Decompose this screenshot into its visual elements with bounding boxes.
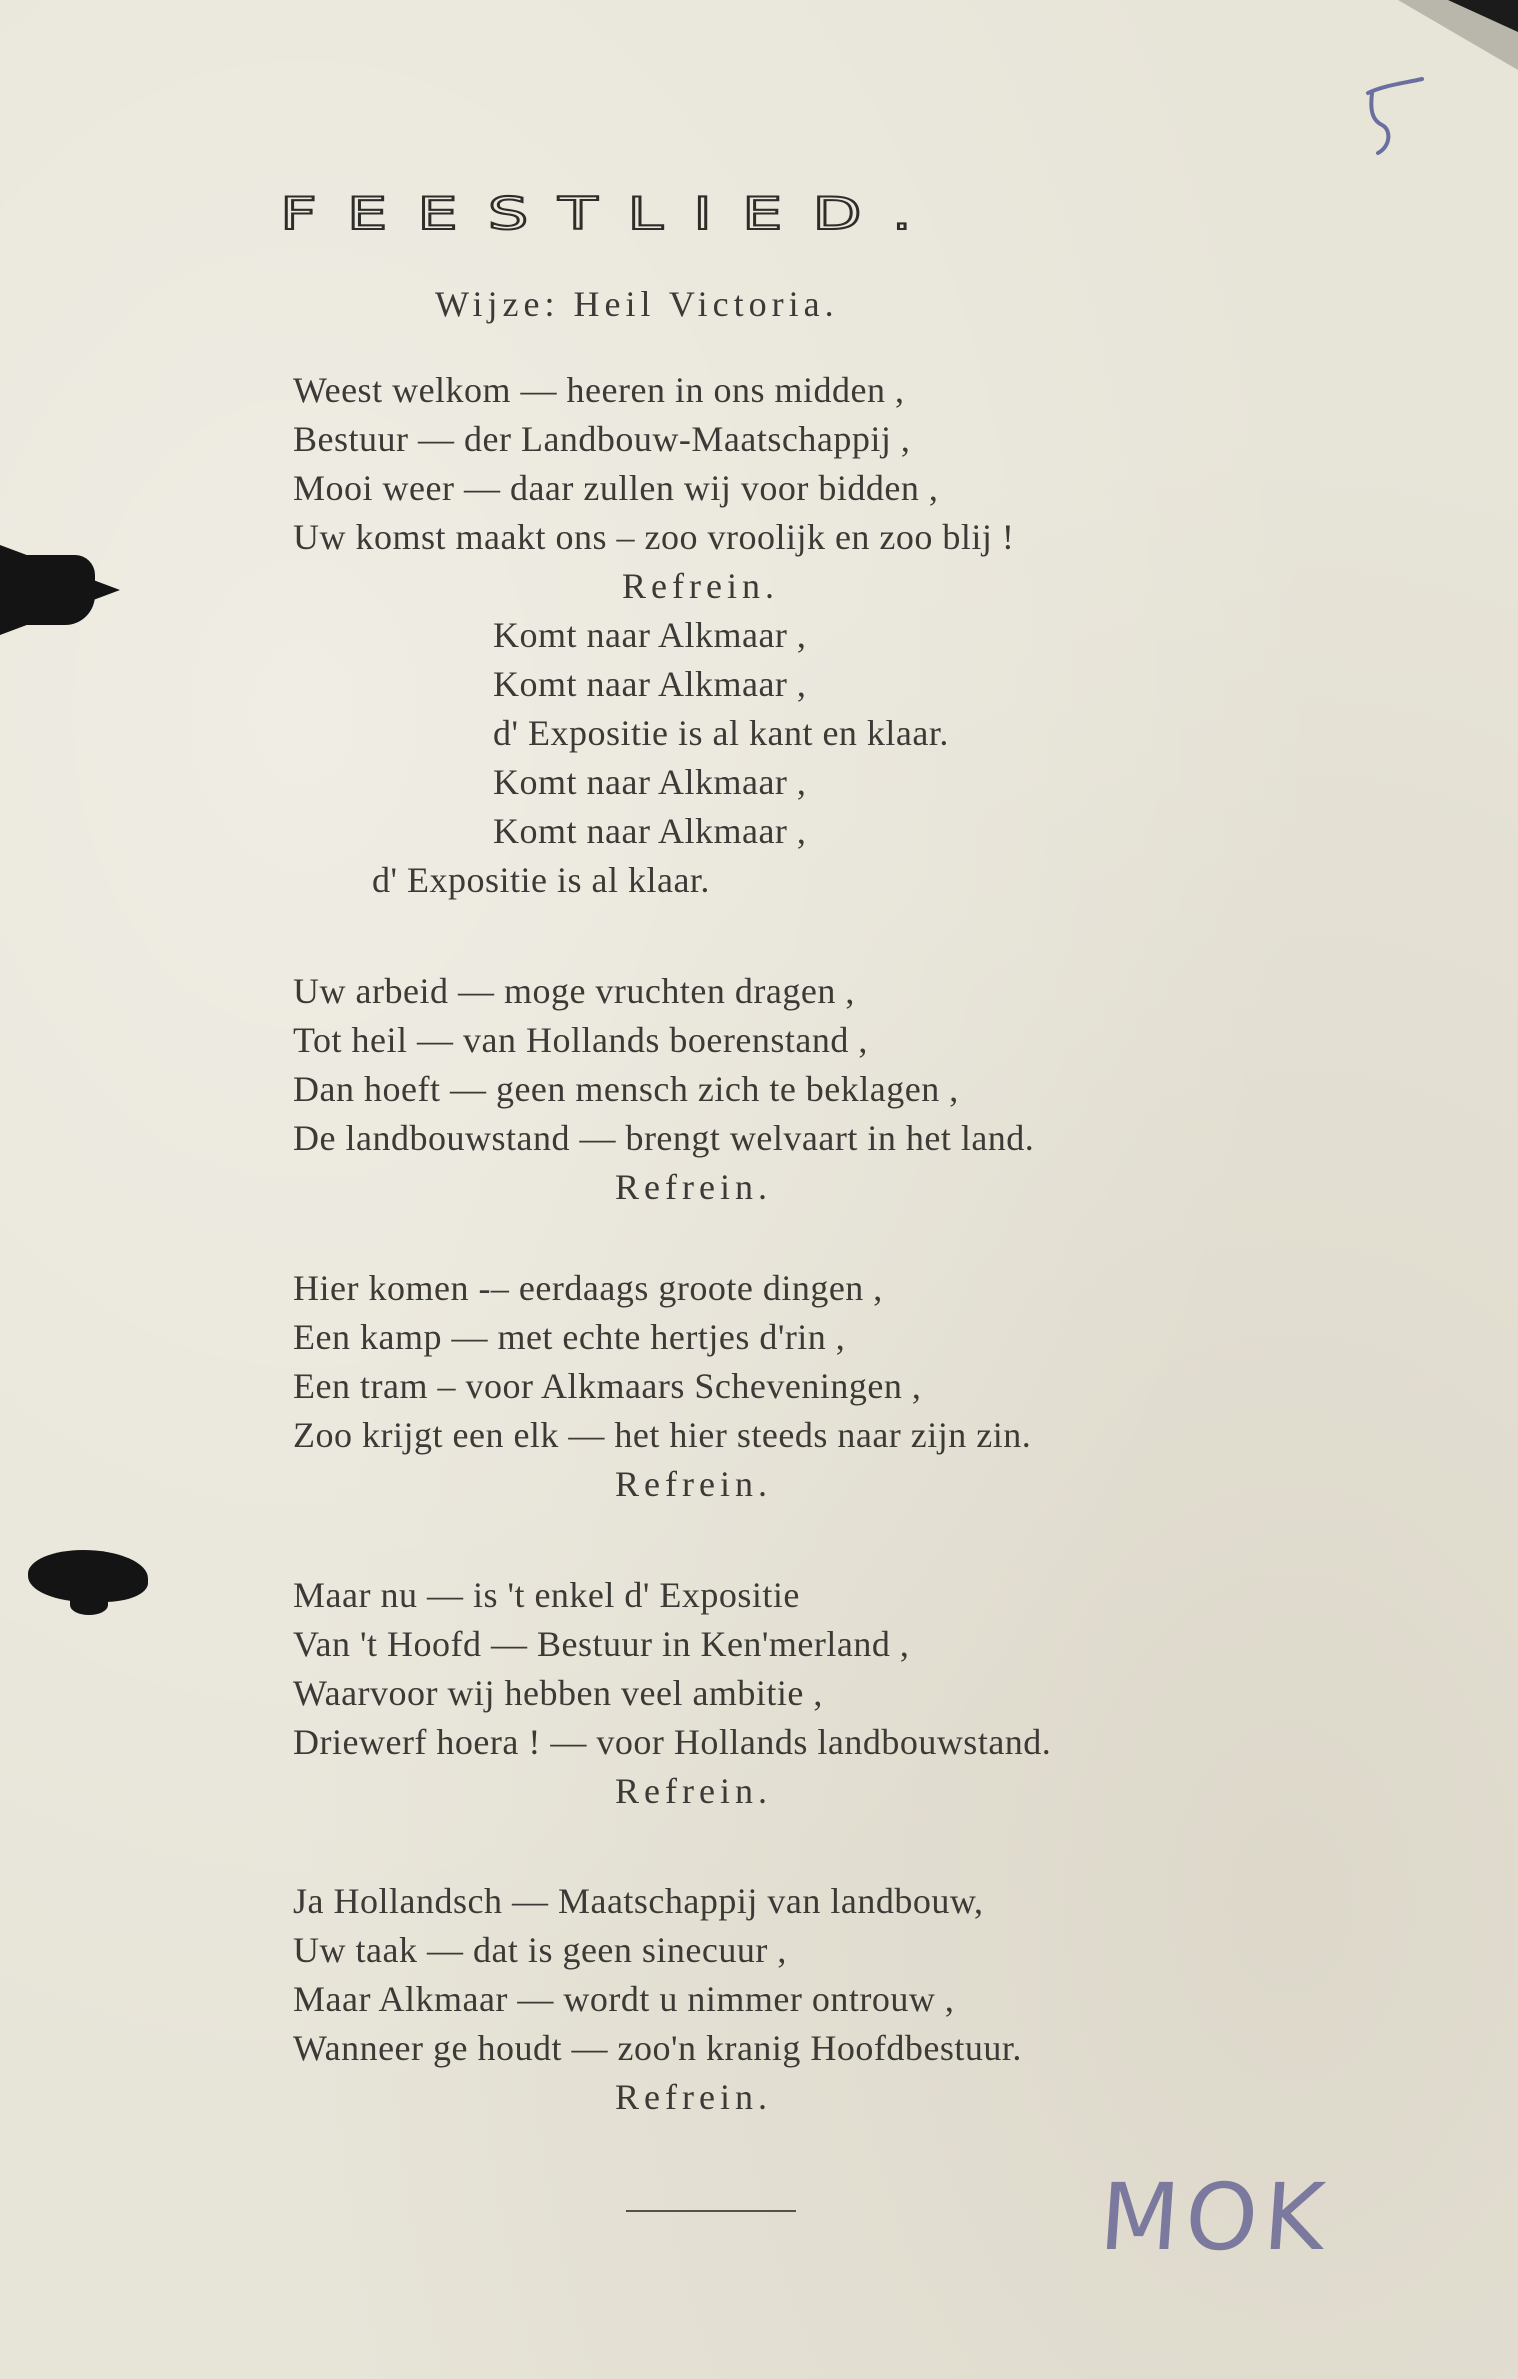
refrein-line-6: d' Expositie is al klaar. bbox=[372, 860, 710, 900]
tune-subtitle: Wijze: Heil Victoria. bbox=[435, 284, 839, 324]
stanza-1-line-4: Uw komst maakt ons – zoo vroolijk en zoo blij ! bbox=[293, 517, 1015, 557]
stanza-5-line-2: Uw taak — dat is geen sinecuur , bbox=[293, 1930, 787, 1970]
stanza-1-line-1: Weest welkom — heeren in ons midden , bbox=[293, 370, 905, 410]
page-title: FEESTLIED. bbox=[280, 188, 942, 241]
stanza-4-refrein-label: Refrein. bbox=[615, 1771, 772, 1811]
stanza-3-line-4: Zoo krijgt een elk — het hier steeds naar zijn zin. bbox=[293, 1415, 1032, 1455]
stanza-1-line-2: Bestuur — der Landbouw-Maatschappij , bbox=[293, 419, 911, 459]
stanza-1-line-3: Mooi weer — daar zullen wij voor bidden , bbox=[293, 468, 939, 508]
stanza-3-refrein-label: Refrein. bbox=[615, 1464, 772, 1504]
stanza-2-line-4: De landbouwstand — brengt welvaart in het land. bbox=[293, 1118, 1035, 1158]
stanza-4-line-3: Waarvoor wij hebben veel ambitie , bbox=[293, 1673, 823, 1713]
stanza-3-line-3: Een tram – voor Alkmaars Scheveningen , bbox=[293, 1366, 922, 1406]
stanza-3-line-2: Een kamp — met echte hertjes d'rin , bbox=[293, 1317, 846, 1357]
closing-divider bbox=[626, 2210, 796, 2212]
refrein-line-5: Komt naar Alkmaar , bbox=[493, 811, 807, 851]
stanza-3-line-1: Hier komen -– eerdaags groote dingen , bbox=[293, 1268, 883, 1308]
stanza-5-line-4: Wanneer ge houdt — zoo'n kranig Hoofdbestuur. bbox=[293, 2028, 1022, 2068]
stanza-4-line-4: Driewerf hoera ! — voor Hollands landbouwstand. bbox=[293, 1722, 1052, 1762]
refrein-line-1: Komt naar Alkmaar , bbox=[493, 615, 807, 655]
archive-stamp: MOK bbox=[1096, 2164, 1334, 2271]
stanza-4-line-2: Van 't Hoofd — Bestuur in Ken'merland , bbox=[293, 1624, 910, 1664]
stanza-5-line-1: Ja Hollandsch — Maatschappij van landbouw, bbox=[293, 1881, 984, 1921]
refrein-line-3: d' Expositie is al kant en klaar. bbox=[493, 713, 949, 753]
stanza-5-line-3: Maar Alkmaar — wordt u nimmer ontrouw , bbox=[293, 1979, 955, 2019]
stanza-2-line-2: Tot heil — van Hollands boerenstand , bbox=[293, 1020, 868, 1060]
stanza-2-refrein-label: Refrein. bbox=[615, 1167, 772, 1207]
stanza-5-refrein-label: Refrein. bbox=[615, 2077, 772, 2117]
stanza-2-line-1: Uw arbeid — moge vruchten dragen , bbox=[293, 971, 855, 1011]
refrein-line-4: Komt naar Alkmaar , bbox=[493, 762, 807, 802]
stanza-2-line-3: Dan hoeft — geen mensch zich te beklagen , bbox=[293, 1069, 959, 1109]
stanza-4-line-1: Maar nu — is 't enkel d' Expositie bbox=[293, 1575, 800, 1615]
refrein-line-2: Komt naar Alkmaar , bbox=[493, 664, 807, 704]
stanza-1-refrein-label: Refrein. bbox=[622, 566, 779, 606]
